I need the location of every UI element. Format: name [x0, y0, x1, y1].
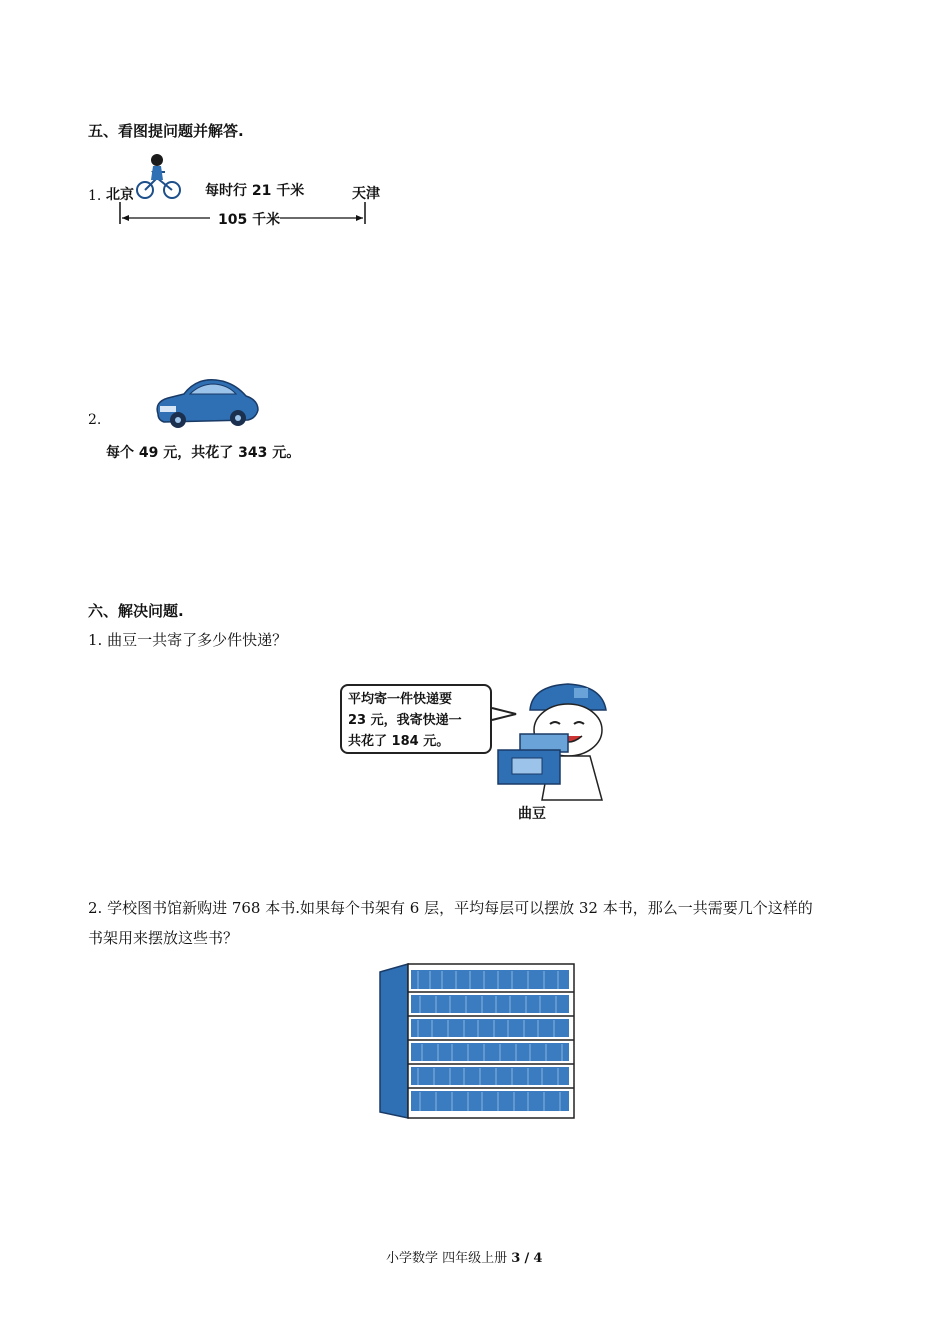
question-6-1-text: 1. 曲豆一共寄了多少件快递？	[88, 631, 288, 649]
courier-boy-icon	[490, 680, 620, 802]
question-6-2-line-1: 2. 学校图书馆新购进 768 本书.如果每个书架有 6 层，平均每层可以摆放 32 本书，那么一共需要几个这样的	[88, 899, 813, 917]
footer-page-current: 3	[511, 1251, 521, 1266]
section-6-title: 六、解决问题.	[88, 602, 184, 620]
car-price-caption: 每个 49 元，共花了 343 元。	[106, 445, 301, 461]
page-footer	[386, 1247, 542, 1266]
bookshelf-icon	[378, 962, 576, 1120]
character-name: 曲豆	[518, 806, 546, 822]
bubble-line-1: 平均寄一件快递要	[348, 692, 453, 707]
toy-car-icon	[150, 374, 262, 430]
question-1-number: 1.	[88, 188, 102, 204]
footer-page-separator: /	[524, 1251, 530, 1266]
speed-label: 每时行 21 千米	[205, 183, 305, 199]
question-2-number: 2.	[88, 412, 102, 428]
bubble-line-3: 共花了 184 元。	[348, 734, 450, 749]
end-city-label: 天津	[352, 186, 380, 202]
cyclist-icon	[137, 154, 180, 198]
question-6-2-line-2: 书架用来摆放这些书？	[88, 929, 239, 947]
start-city-label: 北京	[106, 187, 134, 203]
footer-subject: 小学数学 四年级上册	[386, 1251, 508, 1266]
footer-page-total: 4	[533, 1251, 543, 1266]
speech-bubble	[340, 684, 492, 754]
section-5-title: 五、看图提问题并解答.	[88, 122, 244, 140]
distance-label: 105 千米	[218, 212, 281, 228]
bubble-line-2: 23 元，我寄快递一	[348, 713, 462, 728]
